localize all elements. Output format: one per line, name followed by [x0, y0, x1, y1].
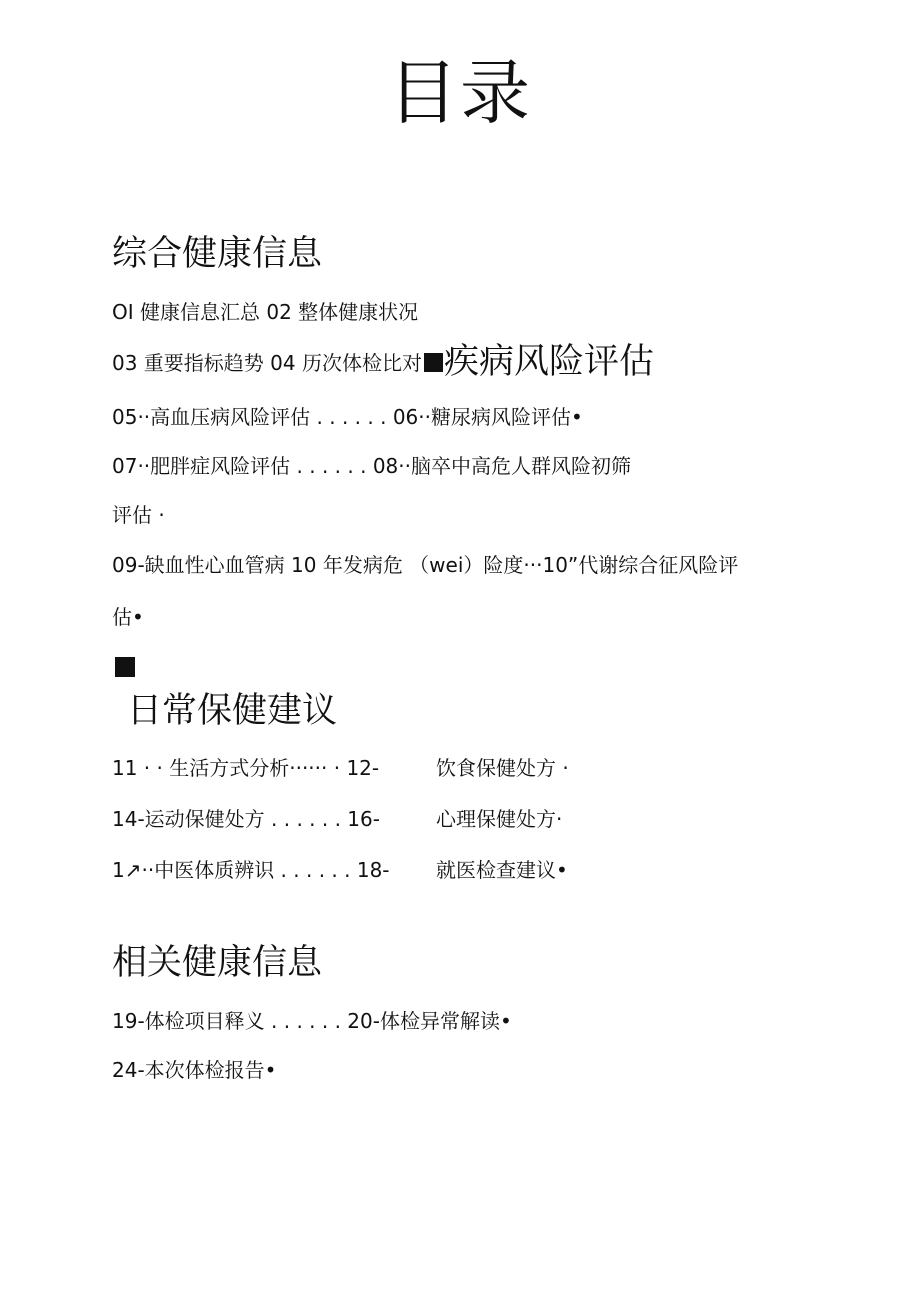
section-heading-related: 相关健康信息 [112, 943, 323, 983]
toc-line-10-continued[interactable]: 估• [112, 605, 144, 629]
toc-line-09-10[interactable]: 09-缺血性心血管病 10 年发病危 （wei）险度···10”代谢综合征风险评 [112, 553, 739, 577]
toc-line-24[interactable]: 24-本次体检报告• [112, 1058, 277, 1082]
bullet-square-icon [424, 353, 443, 372]
toc-entry-12-label[interactable]: 饮食保健处方 · [436, 756, 569, 780]
toc-entry-14-16[interactable]: 14-运动保健处方 . . . . . . 16- [112, 807, 380, 831]
section-heading-daily-care: 日常保健建议 [127, 691, 338, 731]
toc-entry-07[interactable]: 07··肥胖症风险评估 . . . . . . [112, 454, 367, 478]
toc-line-03-04[interactable] [112, 342, 654, 382]
toc-entry-11-12[interactable]: 11 · · 生活方式分析······ · 12- [112, 756, 380, 780]
toc-entry-17-18[interactable]: 1↗··中医体质辨识 . . . . . . 18- [112, 858, 390, 882]
toc-entry-16-label[interactable]: 心理保健处方· [436, 807, 563, 831]
toc-line-08-continued[interactable]: 评估 · [112, 503, 165, 527]
toc-line-01-02[interactable]: OI 健康信息汇总 02 整体健康状况 [112, 300, 419, 324]
page-title: 目录 [388, 52, 532, 134]
section-heading-general: 综合健康信息 [112, 234, 323, 274]
toc-entry-08[interactable]: 08··脑卒中高危人群风险初筛 [372, 454, 631, 478]
toc-entry-18-label[interactable]: 就医检查建议• [436, 858, 568, 882]
toc-entry-03-04[interactable]: 03 重要指标趋势 04 历次体检比对 [112, 351, 422, 375]
toc-line-19-20[interactable]: 19-体检项目释义 . . . . . . 20-体检异常解读• [112, 1009, 512, 1033]
toc-line-07-08[interactable] [112, 453, 631, 479]
toc-entry-05[interactable]: 05··高血压病风险评估 . . . . . . [112, 405, 387, 429]
section-heading-disease-risk: 疾病风险评估 [443, 342, 654, 382]
toc-line-05-06[interactable] [112, 404, 583, 430]
bullet-square-icon [115, 657, 135, 679]
toc-entry-06[interactable]: 06··糖尿病风险评估• [392, 405, 583, 429]
